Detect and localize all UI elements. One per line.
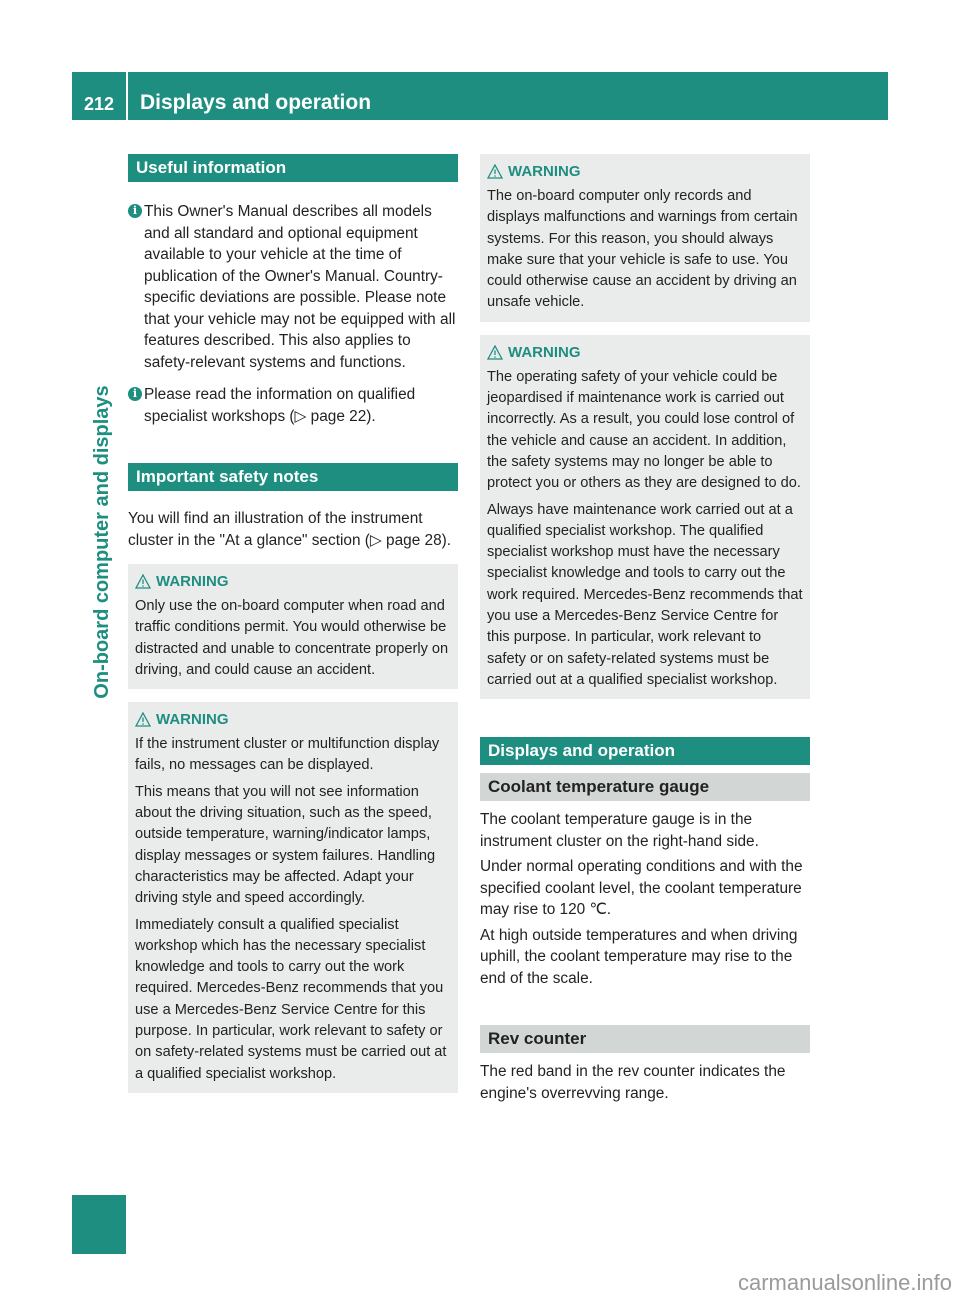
info-note-1	[128, 201, 458, 373]
info-note-1-text: This Owner's Manual describes all models and all standard and optional equipment available to your vehicle at the time of publication of the Owner's Manual. Country-specific deviations are possible. Please note that your vehicle may not be equipped with all features described. This also applies to safety-relevant systems and functions.	[144, 203, 456, 371]
warning-title-text: WARNING	[156, 573, 229, 590]
warning-title	[135, 572, 451, 592]
info-note-2	[128, 384, 458, 427]
warning-title-text: WARNING	[156, 711, 229, 729]
rev-counter-paragraph: The red band in the rev counter indicates the engine's overrevving range.	[480, 1063, 786, 1102]
warning-box-3	[480, 154, 810, 322]
warning-2-paragraph-1: If the instrument cluster or multifunction display fails, no messages can be displayed.	[135, 736, 440, 774]
page-number: 212	[84, 94, 115, 114]
warning-triangle-icon	[487, 164, 503, 179]
useful-information-heading: Useful information	[128, 154, 458, 182]
warning-triangle-icon	[487, 345, 503, 360]
warning-title	[135, 710, 451, 730]
warning-box-4	[480, 335, 810, 699]
warning-title-text: WARNING	[508, 343, 581, 361]
header-divider	[126, 72, 128, 120]
watermark: carmanualsonline.info	[737, 1270, 952, 1295]
warning-4-paragraph-2: Always have maintenance work carried out at a qualified specialist workshop. The qualified specialist workshop must have the necessary specialist knowledge and tools to carry out the work required. Mercedes-Benz recommends that you use a Mercedes-Benz Service Centre for this purpose. In particular, work relevant to safety or on safety-related systems must be carried out at a qualified specialist workshop.	[487, 501, 803, 688]
side-tab-label: On-board computer and displays	[91, 385, 113, 699]
warning-2-paragraph-2: This means that you will not see information about the driving situation, such as the speed, outside temperature, warning/indicator lamps, display messages or system failures. Handling characteristics may be affected. Adapt your driving style and speed accordingly.	[135, 783, 436, 907]
rev-counter-heading: Rev counter	[480, 1025, 810, 1053]
coolant-paragraph-2: Under normal operating conditions and with the specified coolant level, the coolant temperature may rise to 120 ℃.	[480, 858, 803, 919]
warning-2-paragraph-3: Immediately consult a qualified specialist workshop which has the necessary specialist knowledge and tools to carry out the work required. Mercedes-Benz recommends that you use a Mercedes-Benz Service Centre for this purpose. In particular, work relevant to safety or on safety-related systems must be carried out at a qualified specialist workshop.	[135, 916, 447, 1082]
right-column	[480, 154, 810, 1104]
coolant-temperature-gauge-heading: Coolant temperature gauge	[480, 773, 810, 801]
warning-1-text: Only use the on-board computer when road and traffic conditions permit. You would otherwise be distracted and unable to concentrate properly on driving, and could cause an accident.	[135, 598, 449, 678]
warning-box-2	[128, 702, 458, 1093]
coolant-paragraph-1: The coolant temperature gauge is in the instrument cluster on the right-hand side.	[480, 811, 759, 850]
page-title: Displays and operation	[140, 91, 372, 114]
warning-title	[487, 162, 803, 182]
warning-title	[487, 343, 803, 363]
side-tab-block	[72, 1195, 126, 1254]
info-note-2-text: Please read the information on qualified specialist workshops (▷ page 22).	[144, 386, 416, 425]
warning-4-paragraph-1: The operating safety of your vehicle could be jeopardised if maintenance work is carried out incorrectly. As a result, you could lose control of the vehicle and cause an accident. In addition, the safety systems may no longer be able to protect you or others as they are designed to do.	[487, 368, 801, 492]
safety-intro-paragraph: You will find an illustration of the instrument cluster in the "At a glance" section (▷ page 28).	[128, 510, 452, 549]
displays-and-operation-heading: Displays and operation	[480, 737, 810, 765]
info-icon: i	[128, 387, 142, 401]
warning-box-1	[128, 564, 458, 689]
warning-title-text: WARNING	[508, 163, 581, 180]
coolant-paragraph-3: At high outside temperatures and when driving uphill, the coolant temperature may rise to the end of the scale.	[480, 926, 798, 987]
warning-triangle-icon	[135, 574, 151, 589]
left-column	[128, 154, 458, 1093]
important-safety-notes-heading: Important safety notes	[128, 463, 458, 491]
info-icon: i	[128, 204, 142, 218]
warning-triangle-icon	[135, 712, 151, 727]
warning-3-text: The on-board computer only records and displays malfunctions and warnings from certain systems. For this reason, you should always make sure that your vehicle is safe to use. You could otherwise cause an accident by driving an unsafe vehicle.	[487, 188, 798, 311]
